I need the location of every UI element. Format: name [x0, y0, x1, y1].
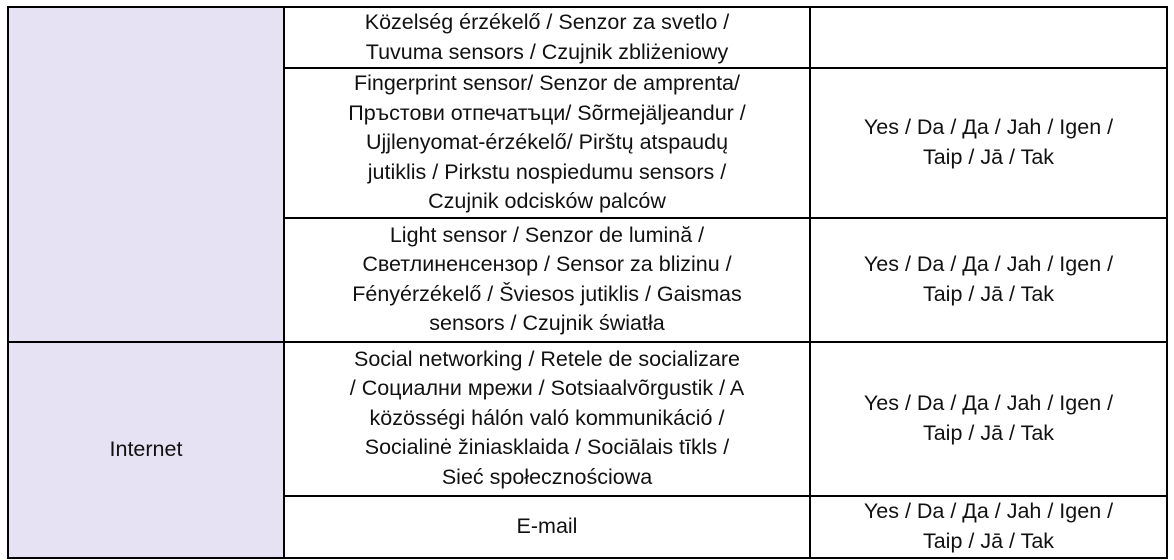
value-cell-light-sensor: Yes / Da / Да / Jah / Igen / Taip / Jā / Tak: [810, 218, 1167, 342]
feature-cell-email: E-mail: [284, 496, 810, 558]
value-cell-social-networking: Yes / Da / Да / Jah / Igen / Taip / Jā / Tak: [810, 342, 1167, 496]
table-row: [8, 7, 1167, 68]
table-row: [8, 342, 1167, 496]
feature-cell-proximity-sensor: Közelség érzékelő / Senzor za svetlo / Tuvuma sensors / Czujnik zbliżeniowy: [284, 7, 810, 68]
value-cell-email: Yes / Da / Да / Jah / Igen / Taip / Jā / Tak: [810, 496, 1167, 558]
feature-cell-fingerprint-sensor: Fingerprint sensor/ Senzor de amprenta/ Пръстови отпечатъци/ Sõrmejäljeandur / Ujjlenyomat-érzékelő/ Pirštų atspaudų jutiklis / Pirkstu nospiedumu sensors / Czujnik odcisków palców: [284, 68, 810, 218]
value-cell-empty: [810, 7, 1167, 68]
category-cell-internet: Internet: [8, 342, 284, 558]
feature-cell-social-networking: Social networking / Retele de socializare / Социални мрежи / Sotsiaalvõrgustik / A közösségi hálón való kommunikáció / Socialinė žiniasklaida / Sociālais tīkls / Sieć społecznościowa: [284, 342, 810, 496]
value-cell-fingerprint-sensor: Yes / Da / Да / Jah / Igen / Taip / Jā / Tak: [810, 68, 1167, 218]
feature-cell-light-sensor: Light sensor / Senzor de lumină / Светлиненсензор / Sensor za blizinu / Fényérzékelő / Šviesos jutiklis / Gaismas sensors / Czujnik światła: [284, 218, 810, 342]
category-cell-empty: [8, 7, 284, 342]
feature-table: [7, 6, 1168, 559]
